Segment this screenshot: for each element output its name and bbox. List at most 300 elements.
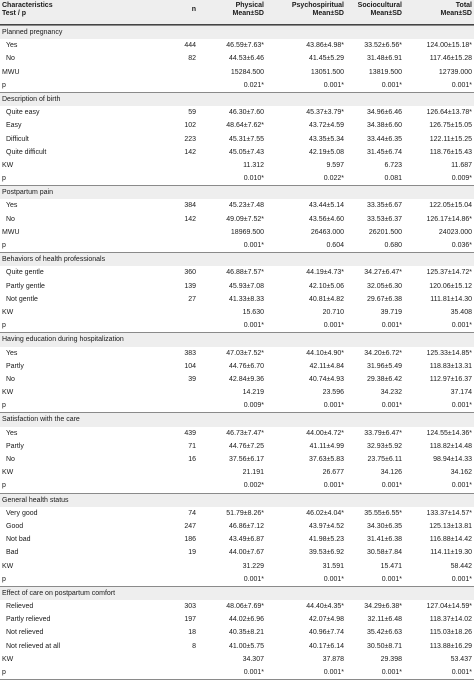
n-cell: 59	[188, 109, 196, 117]
table-row	[0, 119, 474, 132]
total-cell: 98.94±14.33	[433, 456, 472, 463]
n-cell	[150, 560, 196, 573]
header-psychospiritual-label: Psychospiritual	[291, 2, 344, 9]
n-cell	[150, 479, 196, 492]
row-label: Yes	[6, 42, 18, 50]
n-cell	[150, 239, 196, 252]
n-cell	[150, 306, 196, 319]
physical-cell: 0.001*	[243, 242, 264, 249]
row-label: p	[2, 322, 6, 330]
physical-cell: 0.002*	[243, 482, 264, 490]
row-label: Bad	[6, 549, 19, 557]
total-cell: 111.81±14.30	[430, 295, 472, 303]
total-cell: 126.17±14.86*	[426, 215, 472, 223]
section-header-row	[0, 92, 474, 106]
total-cell: 0.001*	[451, 575, 472, 583]
physical-cell: 48.64±7.62*	[226, 122, 264, 130]
total-cell: 0.036*	[451, 242, 472, 249]
total-cell: 133.37±14.57*	[426, 509, 472, 517]
n-cell	[150, 226, 196, 239]
section-header-row	[0, 25, 474, 39]
sociocultural-cell: 33.79±6.47*	[364, 429, 402, 437]
row-label: MWU	[2, 228, 20, 236]
sociocultural-cell: 39.719	[380, 308, 402, 316]
total-cell: 122.11±15.25	[429, 135, 472, 143]
row-label: Quite easy	[6, 109, 40, 117]
row-label: No	[6, 55, 15, 63]
row-label: Partly relieved	[6, 616, 51, 624]
psychospiritual-cell: 0.001*	[323, 81, 344, 89]
n-cell	[150, 466, 196, 479]
physical-cell: 45.93±7.08	[229, 282, 264, 290]
table-row	[0, 106, 474, 119]
n-cell: 139	[184, 282, 196, 290]
table-row	[0, 293, 474, 306]
sociocultural-cell: 31.48±6.91	[367, 55, 402, 63]
row-label: p	[2, 81, 6, 89]
sociocultural-cell: 31.96±5.49	[367, 362, 402, 370]
physical-cell: 44.53±6.46	[229, 55, 264, 63]
table-row	[0, 613, 474, 626]
psychospiritual-cell: 0.001*	[323, 322, 344, 330]
table-row	[0, 533, 474, 546]
table-header	[0, 0, 474, 25]
table-row	[0, 280, 474, 293]
n-cell: 247	[184, 522, 196, 530]
total-cell: 24023.000	[438, 228, 472, 236]
n-cell	[150, 573, 196, 586]
total-cell: 125.13±13.81	[429, 522, 472, 530]
test-statistic-row	[0, 319, 474, 332]
row-label: Not gentle	[6, 295, 38, 303]
section-title: Behaviors of health professionals	[2, 256, 106, 264]
total-cell: 118.76±15.43	[429, 148, 472, 156]
row-label: p	[2, 242, 6, 249]
total-cell: 0.009*	[451, 175, 472, 183]
physical-cell: 0.021*	[243, 81, 264, 89]
physical-cell: 44.76±7.25	[229, 442, 264, 450]
sociocultural-cell: 32.11±6.48	[367, 616, 402, 624]
table-row	[0, 347, 474, 360]
test-statistic-row	[0, 159, 474, 172]
row-label: Partly	[6, 362, 24, 370]
total-cell: 0.001*	[451, 322, 472, 330]
section-title: Effect of care on postpartum comfort	[2, 589, 116, 597]
sociocultural-cell: 0.001*	[381, 669, 402, 676]
table-row	[0, 52, 474, 65]
physical-cell: 31.229	[242, 562, 264, 570]
psychospiritual-cell: 40.17±6.14	[309, 642, 344, 650]
n-cell	[150, 79, 196, 92]
psychospiritual-cell: 44.40±4.35*	[306, 603, 344, 611]
table-body	[0, 25, 474, 680]
table-row	[0, 133, 474, 146]
psychospiritual-cell: 40.96±7.74	[309, 629, 344, 637]
sociocultural-cell: 29.38±6.42	[367, 375, 402, 383]
psychospiritual-cell: 13051.500	[310, 68, 344, 76]
physical-cell: 41.00±5.75	[229, 642, 264, 650]
n-cell: 360	[184, 269, 196, 277]
table-row	[0, 520, 474, 533]
physical-cell: 47.03±7.52*	[226, 349, 264, 357]
sociocultural-cell: 29.67±6.38	[367, 295, 402, 303]
psychospiritual-cell: 41.11±4.99	[309, 442, 344, 450]
n-cell: 74	[188, 509, 196, 517]
section-title: Planned pregnancy	[2, 29, 63, 36]
n-cell	[150, 172, 196, 185]
total-cell: 0.001*	[451, 402, 472, 410]
section-title: Having education during hospitalization	[2, 336, 124, 344]
row-label: Easy	[6, 122, 22, 130]
sociocultural-cell: 0.081	[384, 175, 402, 183]
physical-cell: 0.001*	[243, 575, 264, 583]
header-psychospiritual	[270, 2, 344, 18]
total-cell: 113.88±16.29	[429, 642, 472, 650]
row-label: KW	[2, 389, 14, 397]
physical-cell: 43.49±6.87	[229, 536, 264, 544]
psychospiritual-cell: 0.604	[326, 242, 344, 249]
section-title: Satisfaction with the care	[2, 416, 80, 424]
section-title: Postpartum pain	[2, 189, 53, 197]
row-label: Not bad	[6, 536, 31, 544]
sociocultural-cell: 34.20±6.72*	[364, 349, 402, 357]
header-characteristics-label: Characteristics	[2, 2, 53, 9]
psychospiritual-cell: 43.56±4.60	[309, 215, 344, 223]
sociocultural-cell: 6.723	[384, 161, 402, 169]
psychospiritual-cell: 0.001*	[323, 575, 344, 583]
section-header-row	[0, 332, 474, 346]
sociocultural-cell: 34.27±6.47*	[364, 269, 402, 277]
sociocultural-cell: 0.001*	[381, 81, 402, 89]
header-total-mean-sd: Mean±SD	[440, 10, 472, 17]
table-row	[0, 626, 474, 639]
sociocultural-cell: 26201.500	[368, 228, 402, 236]
row-label: Relieved	[6, 603, 34, 611]
physical-cell: 0.001*	[243, 322, 264, 330]
sociocultural-cell: 35.55±6.55*	[364, 509, 402, 517]
physical-cell: 0.009*	[243, 402, 264, 410]
psychospiritual-cell: 43.97±4.52	[309, 522, 344, 530]
header-total	[408, 2, 472, 18]
psychospiritual-cell: 42.11±4.84	[309, 362, 344, 370]
sociocultural-cell: 33.44±6.35	[367, 135, 402, 143]
physical-cell: 49.09±7.52*	[226, 215, 264, 223]
psychospiritual-cell: 37.878	[322, 655, 344, 663]
n-cell: 18	[188, 629, 196, 637]
header-characteristics	[2, 2, 53, 18]
psychospiritual-cell: 40.81±4.82	[309, 295, 344, 303]
header-test-p-label: Test / p	[2, 10, 26, 17]
row-label: Difficult	[6, 135, 29, 143]
n-cell	[150, 386, 196, 399]
physical-cell: 34.307	[242, 655, 264, 663]
psychospiritual-cell: 46.02±4.04*	[306, 509, 344, 517]
table-row	[0, 266, 474, 279]
psychospiritual-cell: 43.35±5.34	[309, 135, 344, 143]
table-row	[0, 427, 474, 440]
total-cell: 117.46±15.28	[429, 55, 472, 63]
test-statistic-row	[0, 239, 474, 252]
table-row	[0, 39, 474, 52]
table-row	[0, 507, 474, 520]
total-cell: 122.05±15.04	[429, 202, 472, 210]
total-cell: 114.11±19.30	[430, 549, 472, 557]
total-cell: 120.06±15.12	[429, 282, 472, 290]
psychospiritual-cell: 45.37±3.79*	[306, 109, 344, 117]
header-physical-label: Physical	[235, 2, 264, 9]
psychospiritual-cell: 42.19±5.08	[309, 148, 344, 156]
sociocultural-cell: 34.30±6.35	[367, 522, 402, 530]
psychospiritual-cell: 0.001*	[323, 669, 344, 676]
sociocultural-cell: 0.001*	[381, 322, 402, 330]
header-sociocultural	[350, 2, 402, 18]
n-cell	[150, 666, 196, 679]
header-psychospiritual-mean-sd: Mean±SD	[312, 10, 344, 17]
test-statistic-row	[0, 666, 474, 680]
n-cell: 197	[184, 616, 196, 624]
row-label: No	[6, 456, 15, 463]
total-cell: 53.437	[450, 655, 472, 663]
total-cell: 124.55±14.36*	[426, 429, 472, 437]
sociocultural-cell: 15.471	[380, 562, 402, 570]
row-label: No	[6, 215, 15, 223]
physical-cell: 0.001*	[243, 669, 264, 676]
sociocultural-cell: 34.29±6.38*	[364, 603, 402, 611]
physical-cell: 0.010*	[243, 175, 264, 183]
total-cell: 58.442	[450, 562, 472, 570]
total-cell: 12739.000	[438, 68, 472, 76]
row-label: Yes	[6, 349, 18, 357]
n-cell: 303	[184, 603, 196, 611]
row-label: No	[6, 375, 15, 383]
psychospiritual-cell: 43.72±4.59	[309, 122, 344, 130]
physical-cell: 44.00±7.67	[229, 549, 264, 557]
psychospiritual-cell: 26.677	[322, 469, 344, 477]
row-label: KW	[2, 655, 14, 663]
psychospiritual-cell: 43.86±4.98*	[306, 42, 344, 50]
sociocultural-cell: 34.38±6.60	[367, 122, 402, 130]
table-row	[0, 213, 474, 226]
total-cell: 125.33±14.85*	[426, 349, 472, 357]
row-label: Quite difficult	[6, 148, 47, 156]
total-cell: 126.64±13.78*	[426, 109, 472, 117]
psychospiritual-cell: 0.001*	[323, 402, 344, 410]
physical-cell: 45.05±7.43	[229, 148, 264, 156]
physical-cell: 42.84±9.36	[229, 375, 264, 383]
table-row	[0, 453, 474, 466]
n-cell: 384	[184, 202, 196, 210]
table-row	[0, 360, 474, 373]
total-cell: 124.00±15.18*	[426, 42, 472, 50]
physical-cell: 46.73±7.47*	[226, 429, 264, 437]
physical-cell: 18969.500	[230, 228, 264, 236]
physical-cell: 45.31±7.55	[229, 135, 264, 143]
n-cell	[150, 159, 196, 172]
psychospiritual-cell: 39.53±6.92	[309, 549, 344, 557]
n-cell: 142	[184, 215, 196, 223]
table-row	[0, 373, 474, 386]
row-label: KW	[2, 562, 14, 570]
test-statistic-row	[0, 399, 474, 412]
row-label: Yes	[6, 202, 18, 210]
n-cell: 16	[188, 456, 196, 463]
sociocultural-cell: 32.05±6.30	[367, 282, 402, 290]
header-physical	[202, 2, 264, 18]
psychospiritual-cell: 41.45±5.29	[309, 55, 344, 63]
total-cell: 115.03±18.26	[429, 629, 472, 637]
n-cell: 102	[184, 122, 196, 130]
n-cell: 39	[188, 375, 196, 383]
psychospiritual-cell: 0.022*	[323, 175, 344, 183]
test-statistic-row	[0, 573, 474, 586]
row-label: p	[2, 575, 6, 583]
sociocultural-cell: 29.398	[380, 655, 402, 663]
sociocultural-cell: 32.93±5.92	[367, 442, 402, 450]
header-n: n	[191, 6, 196, 13]
total-cell: 118.83±13.31	[429, 362, 472, 370]
n-cell: 104	[184, 362, 196, 370]
test-statistic-row	[0, 386, 474, 399]
psychospiritual-cell: 44.10±4.90*	[306, 349, 344, 357]
psychospiritual-cell: 31.591	[322, 562, 344, 570]
psychospiritual-cell: 43.44±5.14	[309, 202, 344, 210]
sociocultural-cell: 30.58±7.84	[367, 549, 402, 557]
n-cell: 27	[188, 295, 196, 303]
psychospiritual-cell: 9.597	[326, 161, 344, 169]
sociocultural-cell: 0.001*	[381, 575, 402, 583]
sociocultural-cell: 30.50±8.71	[367, 642, 402, 650]
section-title: General health status	[2, 496, 69, 504]
n-cell	[150, 653, 196, 666]
n-cell	[150, 319, 196, 332]
section-title: Description of birth	[2, 95, 61, 103]
n-cell: 8	[192, 642, 196, 650]
total-cell: 125.37±14.72*	[426, 269, 472, 277]
sociocultural-cell: 34.232	[380, 389, 402, 397]
n-cell: 439	[184, 429, 196, 437]
row-label: KW	[2, 469, 14, 477]
n-cell: 19	[188, 549, 196, 557]
test-statistic-row	[0, 226, 474, 239]
table-row	[0, 546, 474, 559]
row-label: p	[2, 175, 6, 183]
sociocultural-cell: 0.001*	[381, 402, 402, 410]
sociocultural-cell: 33.35±6.67	[367, 202, 402, 210]
sociocultural-cell: 34.96±6.46	[367, 109, 402, 117]
row-label: Yes	[6, 429, 18, 437]
header-sociocultural-mean-sd: Mean±SD	[370, 10, 402, 17]
section-header-row	[0, 252, 474, 266]
total-cell: 0.001*	[451, 669, 472, 676]
test-statistic-row	[0, 172, 474, 185]
total-cell: 112.97±16.37	[429, 375, 472, 383]
psychospiritual-cell: 0.001*	[323, 482, 344, 490]
physical-cell: 46.88±7.57*	[226, 269, 264, 277]
n-cell	[150, 66, 196, 79]
physical-cell: 44.02±6.96	[229, 616, 264, 624]
n-cell: 223	[184, 135, 196, 143]
psychospiritual-cell: 26463.000	[310, 228, 344, 236]
sociocultural-cell: 31.45±6.74	[367, 148, 402, 156]
psychospiritual-cell: 41.98±5.23	[309, 536, 344, 544]
test-statistic-row	[0, 66, 474, 79]
row-label: p	[2, 402, 6, 410]
psychospiritual-cell: 42.07±4.98	[309, 616, 344, 624]
n-cell	[150, 399, 196, 412]
physical-cell: 46.30±7.60	[229, 109, 264, 117]
sociocultural-cell: 34.126	[380, 469, 402, 477]
sociocultural-cell: 0.001*	[381, 482, 402, 490]
section-header-row	[0, 185, 474, 199]
section-header-row	[0, 412, 474, 426]
n-cell: 383	[184, 349, 196, 357]
physical-cell: 11.312	[243, 161, 264, 169]
row-label: Partly gentle	[6, 282, 45, 290]
row-label: Good	[6, 522, 24, 530]
n-cell: 71	[188, 442, 196, 450]
n-cell: 82	[188, 55, 196, 63]
total-cell: 126.75±15.05	[429, 122, 472, 130]
row-label: MWU	[2, 68, 20, 76]
row-label: Not relieved	[6, 629, 44, 637]
row-label: KW	[2, 161, 14, 169]
row-label: Partly	[6, 442, 24, 450]
row-label: p	[2, 669, 6, 676]
n-cell: 444	[184, 42, 196, 50]
table-row	[0, 600, 474, 613]
physical-cell: 48.06±7.69*	[226, 603, 264, 611]
n-cell: 142	[184, 148, 196, 156]
physical-cell: 41.33±8.33	[229, 295, 264, 303]
psychospiritual-cell: 40.74±4.93	[309, 375, 344, 383]
total-cell: 0.001*	[451, 81, 472, 89]
row-label: KW	[2, 308, 14, 316]
sociocultural-cell: 33.52±6.56*	[364, 42, 402, 50]
physical-cell: 21.191	[242, 469, 264, 477]
sociocultural-cell: 35.42±6.63	[367, 629, 402, 637]
psychospiritual-cell: 44.19±4.73*	[306, 269, 344, 277]
total-cell: 116.88±14.42	[429, 536, 472, 544]
psychospiritual-cell: 20.710	[322, 308, 344, 316]
physical-cell: 40.35±8.21	[229, 629, 264, 637]
physical-cell: 15284.500	[230, 68, 264, 76]
physical-cell: 45.23±7.48	[229, 202, 264, 210]
total-cell: 118.37±14.02	[429, 616, 472, 624]
test-statistic-row	[0, 560, 474, 573]
test-statistic-row	[0, 479, 474, 492]
row-label: p	[2, 482, 6, 490]
psychospiritual-cell: 37.63±5.83	[309, 456, 344, 463]
sociocultural-cell: 31.41±6.38	[367, 536, 402, 544]
sociocultural-cell: 0.680	[384, 242, 402, 249]
row-label: Very good	[6, 509, 38, 517]
table-row	[0, 640, 474, 653]
test-statistic-row	[0, 653, 474, 666]
test-statistic-row	[0, 466, 474, 479]
physical-cell: 46.59±7.63*	[226, 42, 264, 50]
sociocultural-cell: 23.75±6.11	[367, 456, 402, 463]
total-cell: 0.001*	[451, 482, 472, 490]
row-label: Not relieved at all	[6, 642, 61, 650]
total-cell: 35.408	[450, 308, 472, 316]
header-total-label: Total	[455, 2, 472, 9]
sociocultural-cell: 13819.500	[368, 68, 402, 76]
n-cell: 186	[184, 536, 196, 544]
section-header-row	[0, 586, 474, 600]
test-statistic-row	[0, 306, 474, 319]
psychospiritual-cell: 42.10±5.06	[309, 282, 344, 290]
physical-cell: 46.86±7.12	[229, 522, 264, 530]
